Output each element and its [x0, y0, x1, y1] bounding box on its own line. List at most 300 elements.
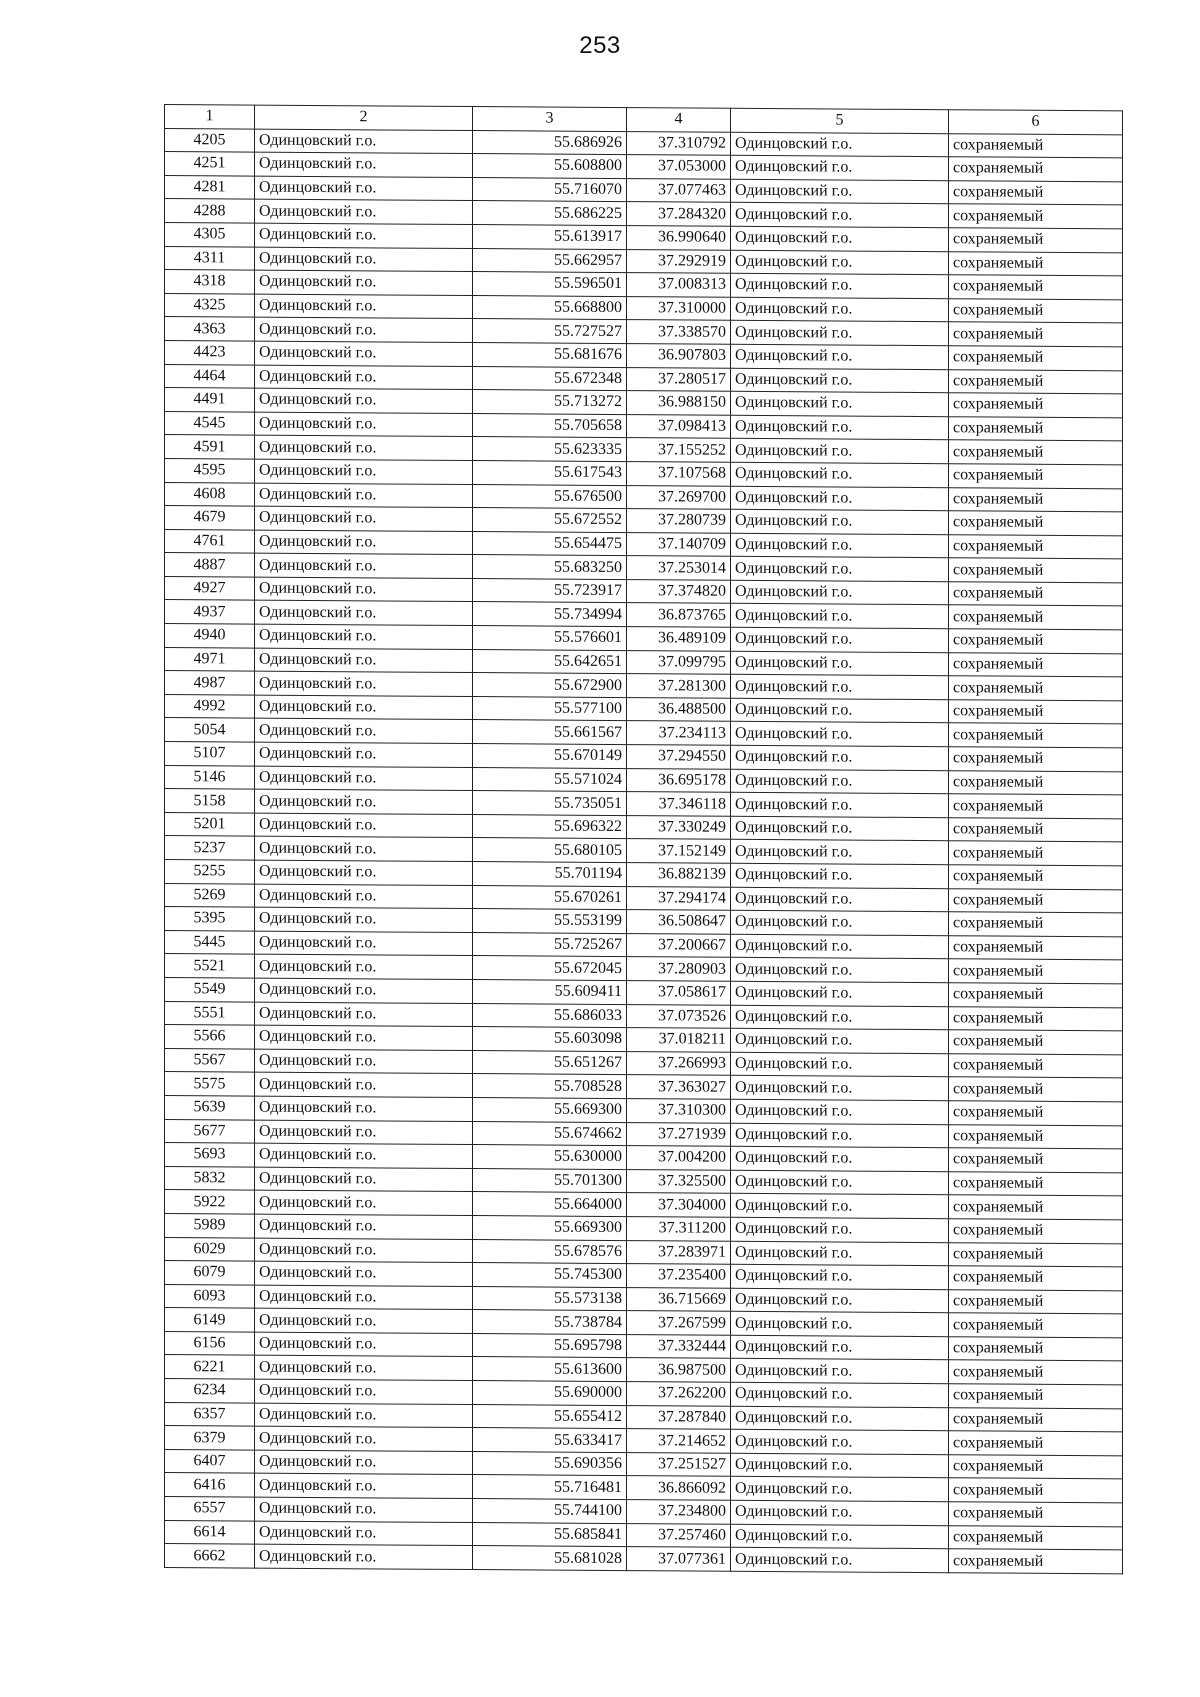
- status-cell: сохраняемый: [949, 1171, 1123, 1196]
- status-cell: сохраняемый: [949, 1313, 1123, 1338]
- object-id-cell: 6357: [165, 1402, 255, 1426]
- latitude-cell: 55.686033: [473, 1003, 627, 1028]
- object-id-cell: 4423: [165, 340, 255, 364]
- status-cell: сохраняемый: [949, 605, 1123, 630]
- municipality-cell: Одинцовский г.о.: [731, 1123, 949, 1148]
- object-id-cell: 6407: [165, 1449, 255, 1473]
- latitude-cell: 55.716070: [473, 177, 627, 202]
- status-cell: сохраняемый: [949, 1242, 1123, 1267]
- district-cell: Одинцовский г.о.: [255, 1474, 473, 1499]
- status-cell: сохраняемый: [949, 1289, 1123, 1314]
- object-id-cell: 6234: [165, 1379, 255, 1403]
- district-cell: Одинцовский г.о.: [255, 695, 473, 720]
- municipality-cell: Одинцовский г.о.: [731, 1146, 949, 1171]
- latitude-cell: 55.573138: [473, 1286, 627, 1311]
- object-id-cell: 6079: [165, 1261, 255, 1285]
- longitude-cell: 37.235400: [627, 1264, 731, 1288]
- longitude-cell: 36.508647: [627, 910, 731, 934]
- status-cell: сохраняемый: [949, 487, 1123, 512]
- latitude-cell: 55.670149: [473, 744, 627, 769]
- longitude-cell: 37.310300: [627, 1099, 731, 1123]
- latitude-cell: 55.713272: [473, 390, 627, 415]
- object-id-cell: 4464: [165, 364, 255, 388]
- longitude-cell: 37.018211: [627, 1028, 731, 1052]
- object-id-cell: 4940: [165, 624, 255, 648]
- status-cell: сохраняемый: [949, 1053, 1123, 1078]
- latitude-cell: 55.670261: [473, 885, 627, 910]
- status-cell: сохраняемый: [949, 629, 1123, 654]
- district-cell: Одинцовский г.о.: [255, 223, 473, 248]
- municipality-cell: Одинцовский г.о.: [731, 439, 949, 464]
- status-cell: сохраняемый: [949, 1549, 1123, 1574]
- status-cell: сохраняемый: [949, 1006, 1123, 1031]
- district-cell: Одинцовский г.о.: [255, 1143, 473, 1168]
- longitude-cell: 37.234800: [627, 1500, 731, 1524]
- municipality-cell: Одинцовский г.о.: [731, 415, 949, 440]
- municipality-cell: Одинцовский г.о.: [731, 934, 949, 959]
- district-cell: Одинцовский г.о.: [255, 1450, 473, 1475]
- municipality-cell: Одинцовский г.о.: [731, 132, 949, 157]
- district-cell: Одинцовский г.о.: [255, 1214, 473, 1239]
- municipality-cell: Одинцовский г.о.: [731, 580, 949, 605]
- longitude-cell: 37.107568: [627, 461, 731, 485]
- longitude-cell: 37.311200: [627, 1216, 731, 1240]
- municipality-cell: Одинцовский г.о.: [731, 557, 949, 582]
- object-id-cell: 5395: [165, 907, 255, 931]
- status-cell: сохраняемый: [949, 912, 1123, 937]
- longitude-cell: 37.269700: [627, 485, 731, 509]
- latitude-cell: 55.674662: [473, 1121, 627, 1146]
- municipality-cell: Одинцовский г.о.: [731, 1547, 949, 1572]
- longitude-cell: 37.284320: [627, 202, 731, 226]
- status-cell: сохраняемый: [949, 1407, 1123, 1432]
- registry-table: [164, 104, 1123, 1574]
- table-row: [165, 1544, 1123, 1574]
- column-header: 1: [165, 105, 255, 129]
- status-cell: сохраняемый: [949, 582, 1123, 607]
- latitude-cell: 55.664000: [473, 1192, 627, 1217]
- district-cell: Одинцовский г.о.: [255, 813, 473, 838]
- longitude-cell: 37.346118: [627, 792, 731, 816]
- object-id-cell: 5054: [165, 718, 255, 742]
- district-cell: Одинцовский г.о.: [255, 412, 473, 437]
- municipality-cell: Одинцовский г.о.: [731, 698, 949, 723]
- status-cell: сохраняемый: [949, 180, 1123, 205]
- district-cell: Одинцовский г.о.: [255, 1049, 473, 1074]
- object-id-cell: 5146: [165, 765, 255, 789]
- status-cell: сохраняемый: [949, 251, 1123, 276]
- municipality-cell: Одинцовский г.о.: [731, 1430, 949, 1455]
- status-cell: сохраняемый: [949, 841, 1123, 866]
- status-cell: сохраняемый: [949, 346, 1123, 371]
- status-cell: сохраняемый: [949, 1077, 1123, 1102]
- status-cell: сохраняемый: [949, 157, 1123, 182]
- district-cell: Одинцовский г.о.: [255, 1332, 473, 1357]
- latitude-cell: 55.676500: [473, 484, 627, 509]
- longitude-cell: 37.280517: [627, 367, 731, 391]
- municipality-cell: Одинцовский г.о.: [731, 910, 949, 935]
- object-id-cell: 4311: [165, 246, 255, 270]
- object-id-cell: 5269: [165, 883, 255, 907]
- status-cell: сохраняемый: [949, 1030, 1123, 1055]
- municipality-cell: Одинцовский г.о.: [731, 1359, 949, 1384]
- latitude-cell: 55.661567: [473, 720, 627, 745]
- longitude-cell: 37.330249: [627, 815, 731, 839]
- status-cell: сохраняемый: [949, 770, 1123, 795]
- longitude-cell: 37.325500: [627, 1169, 731, 1193]
- municipality-cell: Одинцовский г.о.: [731, 604, 949, 629]
- municipality-cell: Одинцовский г.о.: [731, 1241, 949, 1266]
- status-cell: сохраняемый: [949, 228, 1123, 253]
- municipality-cell: Одинцовский г.о.: [731, 509, 949, 534]
- latitude-cell: 55.623335: [473, 437, 627, 462]
- object-id-cell: 6149: [165, 1308, 255, 1332]
- latitude-cell: 55.654475: [473, 531, 627, 556]
- column-header: 3: [473, 107, 627, 132]
- object-id-cell: 4927: [165, 576, 255, 600]
- municipality-cell: Одинцовский г.о.: [731, 1382, 949, 1407]
- latitude-cell: 55.672348: [473, 366, 627, 391]
- longitude-cell: 36.882139: [627, 863, 731, 887]
- longitude-cell: 36.990640: [627, 226, 731, 250]
- latitude-cell: 55.553199: [473, 909, 627, 934]
- status-cell: сохраняемый: [949, 322, 1123, 347]
- longitude-cell: 37.058617: [627, 981, 731, 1005]
- district-cell: Одинцовский г.о.: [255, 365, 473, 390]
- municipality-cell: Одинцовский г.о.: [731, 627, 949, 652]
- municipality-cell: Одинцовский г.о.: [731, 462, 949, 487]
- latitude-cell: 55.708528: [473, 1074, 627, 1099]
- object-id-cell: 4971: [165, 647, 255, 671]
- object-id-cell: 5107: [165, 742, 255, 766]
- latitude-cell: 55.596501: [473, 272, 627, 297]
- latitude-cell: 55.723917: [473, 578, 627, 603]
- district-cell: Одинцовский г.о.: [255, 1167, 473, 1192]
- status-cell: сохраняемый: [949, 369, 1123, 394]
- latitude-cell: 55.681676: [473, 342, 627, 367]
- longitude-cell: 36.988150: [627, 391, 731, 415]
- status-cell: сохраняемый: [949, 888, 1123, 913]
- district-cell: Одинцовский г.о.: [255, 483, 473, 508]
- object-id-cell: 5201: [165, 812, 255, 836]
- longitude-cell: 37.234113: [627, 721, 731, 745]
- status-cell: сохраняемый: [949, 393, 1123, 418]
- latitude-cell: 55.695798: [473, 1333, 627, 1358]
- district-cell: Одинцовский г.о.: [255, 1072, 473, 1097]
- status-cell: сохраняемый: [949, 511, 1123, 536]
- object-id-cell: 4325: [165, 293, 255, 317]
- object-id-cell: 6221: [165, 1355, 255, 1379]
- municipality-cell: Одинцовский г.о.: [731, 1052, 949, 1077]
- longitude-cell: 36.488500: [627, 697, 731, 721]
- municipality-cell: Одинцовский г.о.: [731, 1005, 949, 1030]
- object-id-cell: 5237: [165, 836, 255, 860]
- district-cell: Одинцовский г.о.: [255, 247, 473, 272]
- object-id-cell: 4318: [165, 270, 255, 294]
- latitude-cell: 55.690000: [473, 1381, 627, 1406]
- district-cell: Одинцовский г.о.: [255, 931, 473, 956]
- latitude-cell: 55.655412: [473, 1404, 627, 1429]
- latitude-cell: 55.571024: [473, 767, 627, 792]
- status-cell: сохраняемый: [949, 959, 1123, 984]
- longitude-cell: 37.214652: [627, 1429, 731, 1453]
- longitude-cell: 36.907803: [627, 344, 731, 368]
- municipality-cell: Одинцовский г.о.: [731, 863, 949, 888]
- municipality-cell: Одинцовский г.о.: [731, 1406, 949, 1431]
- longitude-cell: 37.374820: [627, 579, 731, 603]
- longitude-cell: 37.262200: [627, 1382, 731, 1406]
- latitude-cell: 55.630000: [473, 1145, 627, 1170]
- district-cell: Одинцовский г.о.: [255, 978, 473, 1003]
- municipality-cell: Одинцовский г.о.: [731, 745, 949, 770]
- district-cell: Одинцовский г.о.: [255, 1403, 473, 1428]
- status-cell: сохраняемый: [949, 1101, 1123, 1126]
- longitude-cell: 36.873765: [627, 603, 731, 627]
- object-id-cell: 6379: [165, 1426, 255, 1450]
- district-cell: Одинцовский г.о.: [255, 1544, 473, 1569]
- latitude-cell: 55.738784: [473, 1310, 627, 1335]
- latitude-cell: 55.613917: [473, 225, 627, 250]
- longitude-cell: 37.053000: [627, 155, 731, 179]
- district-cell: Одинцовский г.о.: [255, 719, 473, 744]
- district-cell: Одинцовский г.о.: [255, 907, 473, 932]
- district-cell: Одинцовский г.о.: [255, 671, 473, 696]
- district-cell: Одинцовский г.о.: [255, 553, 473, 578]
- municipality-cell: Одинцовский г.о.: [731, 273, 949, 298]
- object-id-cell: 5551: [165, 1001, 255, 1025]
- longitude-cell: 36.866092: [627, 1476, 731, 1500]
- longitude-cell: 37.073526: [627, 1004, 731, 1028]
- district-cell: Одинцовский г.о.: [255, 648, 473, 673]
- municipality-cell: Одинцовский г.о.: [731, 722, 949, 747]
- latitude-cell: 55.672045: [473, 956, 627, 981]
- municipality-cell: Одинцовский г.о.: [731, 1217, 949, 1242]
- district-cell: Одинцовский г.о.: [255, 294, 473, 319]
- latitude-cell: 55.685841: [473, 1522, 627, 1547]
- district-cell: Одинцовский г.о.: [255, 1120, 473, 1145]
- object-id-cell: 4595: [165, 458, 255, 482]
- municipality-cell: Одинцовский г.о.: [731, 1288, 949, 1313]
- district-cell: Одинцовский г.о.: [255, 860, 473, 885]
- object-id-cell: 4491: [165, 388, 255, 412]
- latitude-cell: 55.668800: [473, 295, 627, 320]
- longitude-cell: 37.099795: [627, 650, 731, 674]
- district-cell: Одинцовский г.о.: [255, 1379, 473, 1404]
- status-cell: сохраняемый: [949, 935, 1123, 960]
- latitude-cell: 55.603098: [473, 1027, 627, 1052]
- object-id-cell: 6614: [165, 1520, 255, 1544]
- longitude-cell: 36.715669: [627, 1287, 731, 1311]
- object-id-cell: 5693: [165, 1143, 255, 1167]
- district-cell: Одинцовский г.о.: [255, 601, 473, 626]
- district-cell: Одинцовский г.о.: [255, 1497, 473, 1522]
- longitude-cell: 37.304000: [627, 1193, 731, 1217]
- district-cell: Одинцовский г.о.: [255, 506, 473, 531]
- latitude-cell: 55.686225: [473, 201, 627, 226]
- longitude-cell: 37.281300: [627, 674, 731, 698]
- municipality-cell: Одинцовский г.о.: [731, 297, 949, 322]
- district-cell: Одинцовский г.о.: [255, 837, 473, 862]
- municipality-cell: Одинцовский г.о.: [731, 391, 949, 416]
- object-id-cell: 4608: [165, 482, 255, 506]
- municipality-cell: Одинцовский г.о.: [731, 1312, 949, 1337]
- object-id-cell: 4288: [165, 199, 255, 223]
- object-id-cell: 5566: [165, 1025, 255, 1049]
- status-cell: сохраняемый: [949, 1266, 1123, 1291]
- object-id-cell: 4281: [165, 175, 255, 199]
- municipality-cell: Одинцовский г.о.: [731, 1524, 949, 1549]
- latitude-cell: 55.669300: [473, 1215, 627, 1240]
- district-cell: Одинцовский г.о.: [255, 884, 473, 909]
- longitude-cell: 37.077361: [627, 1547, 731, 1571]
- municipality-cell: Одинцовский г.о.: [731, 1477, 949, 1502]
- status-cell: сохраняемый: [949, 1219, 1123, 1244]
- district-cell: Одинцовский г.о.: [255, 1238, 473, 1263]
- latitude-cell: 55.617543: [473, 460, 627, 485]
- longitude-cell: 37.008313: [627, 273, 731, 297]
- longitude-cell: 37.363027: [627, 1075, 731, 1099]
- municipality-cell: Одинцовский г.о.: [731, 533, 949, 558]
- status-cell: сохраняемый: [949, 440, 1123, 465]
- longitude-cell: 37.257460: [627, 1523, 731, 1547]
- latitude-cell: 55.744100: [473, 1499, 627, 1524]
- district-cell: Одинцовский г.о.: [255, 742, 473, 767]
- district-cell: Одинцовский г.о.: [255, 129, 473, 154]
- district-cell: Одинцовский г.о.: [255, 1025, 473, 1050]
- municipality-cell: Одинцовский г.о.: [731, 981, 949, 1006]
- district-cell: Одинцовский г.о.: [255, 624, 473, 649]
- district-cell: Одинцовский г.о.: [255, 1096, 473, 1121]
- status-cell: сохраняемый: [949, 204, 1123, 229]
- municipality-cell: Одинцовский г.о.: [731, 486, 949, 511]
- object-id-cell: 5521: [165, 954, 255, 978]
- status-cell: сохраняемый: [949, 865, 1123, 890]
- object-id-cell: 5445: [165, 930, 255, 954]
- district-cell: Одинцовский г.о.: [255, 341, 473, 366]
- latitude-cell: 55.608800: [473, 154, 627, 179]
- latitude-cell: 55.651267: [473, 1050, 627, 1075]
- status-cell: сохраняемый: [949, 747, 1123, 772]
- district-cell: Одинцовский г.о.: [255, 176, 473, 201]
- district-cell: Одинцовский г.о.: [255, 1521, 473, 1546]
- status-cell: сохраняемый: [949, 464, 1123, 489]
- object-id-cell: 4363: [165, 317, 255, 341]
- object-id-cell: 6557: [165, 1497, 255, 1521]
- municipality-cell: Одинцовский г.о.: [731, 203, 949, 228]
- table-body: [165, 128, 1123, 1574]
- district-cell: Одинцовский г.о.: [255, 435, 473, 460]
- district-cell: Одинцовский г.о.: [255, 270, 473, 295]
- district-cell: Одинцовский г.о.: [255, 530, 473, 555]
- longitude-cell: 37.266993: [627, 1051, 731, 1075]
- object-id-cell: 5158: [165, 789, 255, 813]
- object-id-cell: 5922: [165, 1190, 255, 1214]
- latitude-cell: 55.672552: [473, 508, 627, 533]
- longitude-cell: 37.267599: [627, 1311, 731, 1335]
- status-cell: сохраняемый: [949, 794, 1123, 819]
- latitude-cell: 55.577100: [473, 696, 627, 721]
- longitude-cell: 37.310000: [627, 296, 731, 320]
- district-cell: Одинцовский г.о.: [255, 1356, 473, 1381]
- status-cell: сохраняемый: [949, 1455, 1123, 1480]
- longitude-cell: 37.280739: [627, 509, 731, 533]
- district-cell: Одинцовский г.о.: [255, 577, 473, 602]
- municipality-cell: Одинцовский г.о.: [731, 368, 949, 393]
- district-cell: Одинцовский г.о.: [255, 1285, 473, 1310]
- latitude-cell: 55.725267: [473, 932, 627, 957]
- municipality-cell: Одинцовский г.о.: [731, 769, 949, 794]
- object-id-cell: 6029: [165, 1237, 255, 1261]
- status-cell: сохраняемый: [949, 818, 1123, 843]
- latitude-cell: 55.701300: [473, 1168, 627, 1193]
- longitude-cell: 37.004200: [627, 1146, 731, 1170]
- longitude-cell: 37.310792: [627, 131, 731, 155]
- object-id-cell: 4992: [165, 694, 255, 718]
- object-id-cell: 6662: [165, 1544, 255, 1568]
- municipality-cell: Одинцовский г.о.: [731, 958, 949, 983]
- longitude-cell: 37.200667: [627, 933, 731, 957]
- municipality-cell: Одинцовский г.о.: [731, 344, 949, 369]
- object-id-cell: 4545: [165, 411, 255, 435]
- district-cell: Одинцовский г.о.: [255, 388, 473, 413]
- longitude-cell: 36.489109: [627, 627, 731, 651]
- district-cell: Одинцовский г.о.: [255, 766, 473, 791]
- latitude-cell: 55.633417: [473, 1428, 627, 1453]
- district-cell: Одинцовский г.о.: [255, 1426, 473, 1451]
- municipality-cell: Одинцовский г.о.: [731, 155, 949, 180]
- status-cell: сохраняемый: [949, 1502, 1123, 1527]
- longitude-cell: 37.287840: [627, 1405, 731, 1429]
- municipality-cell: Одинцовский г.о.: [731, 1028, 949, 1053]
- object-id-cell: 6156: [165, 1331, 255, 1355]
- status-cell: сохраняемый: [949, 1195, 1123, 1220]
- district-cell: Одинцовский г.о.: [255, 789, 473, 814]
- latitude-cell: 55.735051: [473, 791, 627, 816]
- status-cell: сохраняемый: [949, 558, 1123, 583]
- object-id-cell: 5567: [165, 1048, 255, 1072]
- status-cell: сохраняемый: [949, 1124, 1123, 1149]
- object-id-cell: 4251: [165, 152, 255, 176]
- latitude-cell: 55.745300: [473, 1263, 627, 1288]
- status-cell: сохраняемый: [949, 723, 1123, 748]
- status-cell: сохраняемый: [949, 1431, 1123, 1456]
- latitude-cell: 55.686926: [473, 130, 627, 155]
- municipality-cell: Одинцовский г.о.: [731, 887, 949, 912]
- latitude-cell: 55.672900: [473, 673, 627, 698]
- municipality-cell: Одинцовский г.о.: [731, 816, 949, 841]
- object-id-cell: 6416: [165, 1473, 255, 1497]
- latitude-cell: 55.696322: [473, 814, 627, 839]
- municipality-cell: Одинцовский г.о.: [731, 1453, 949, 1478]
- object-id-cell: 5549: [165, 977, 255, 1001]
- object-id-cell: 5639: [165, 1095, 255, 1119]
- latitude-cell: 55.701194: [473, 862, 627, 887]
- municipality-cell: Одинцовский г.о.: [731, 1264, 949, 1289]
- object-id-cell: 4205: [165, 128, 255, 152]
- longitude-cell: 37.098413: [627, 414, 731, 438]
- longitude-cell: 37.152149: [627, 839, 731, 863]
- status-cell: сохраняемый: [949, 1478, 1123, 1503]
- longitude-cell: 37.155252: [627, 438, 731, 462]
- longitude-cell: 37.332444: [627, 1334, 731, 1358]
- longitude-cell: 37.294550: [627, 745, 731, 769]
- district-cell: Одинцовский г.о.: [255, 1002, 473, 1027]
- municipality-cell: Одинцовский г.о.: [731, 1170, 949, 1195]
- latitude-cell: 55.690356: [473, 1451, 627, 1476]
- status-cell: сохраняемый: [949, 652, 1123, 677]
- status-cell: сохраняемый: [949, 983, 1123, 1008]
- object-id-cell: 4937: [165, 600, 255, 624]
